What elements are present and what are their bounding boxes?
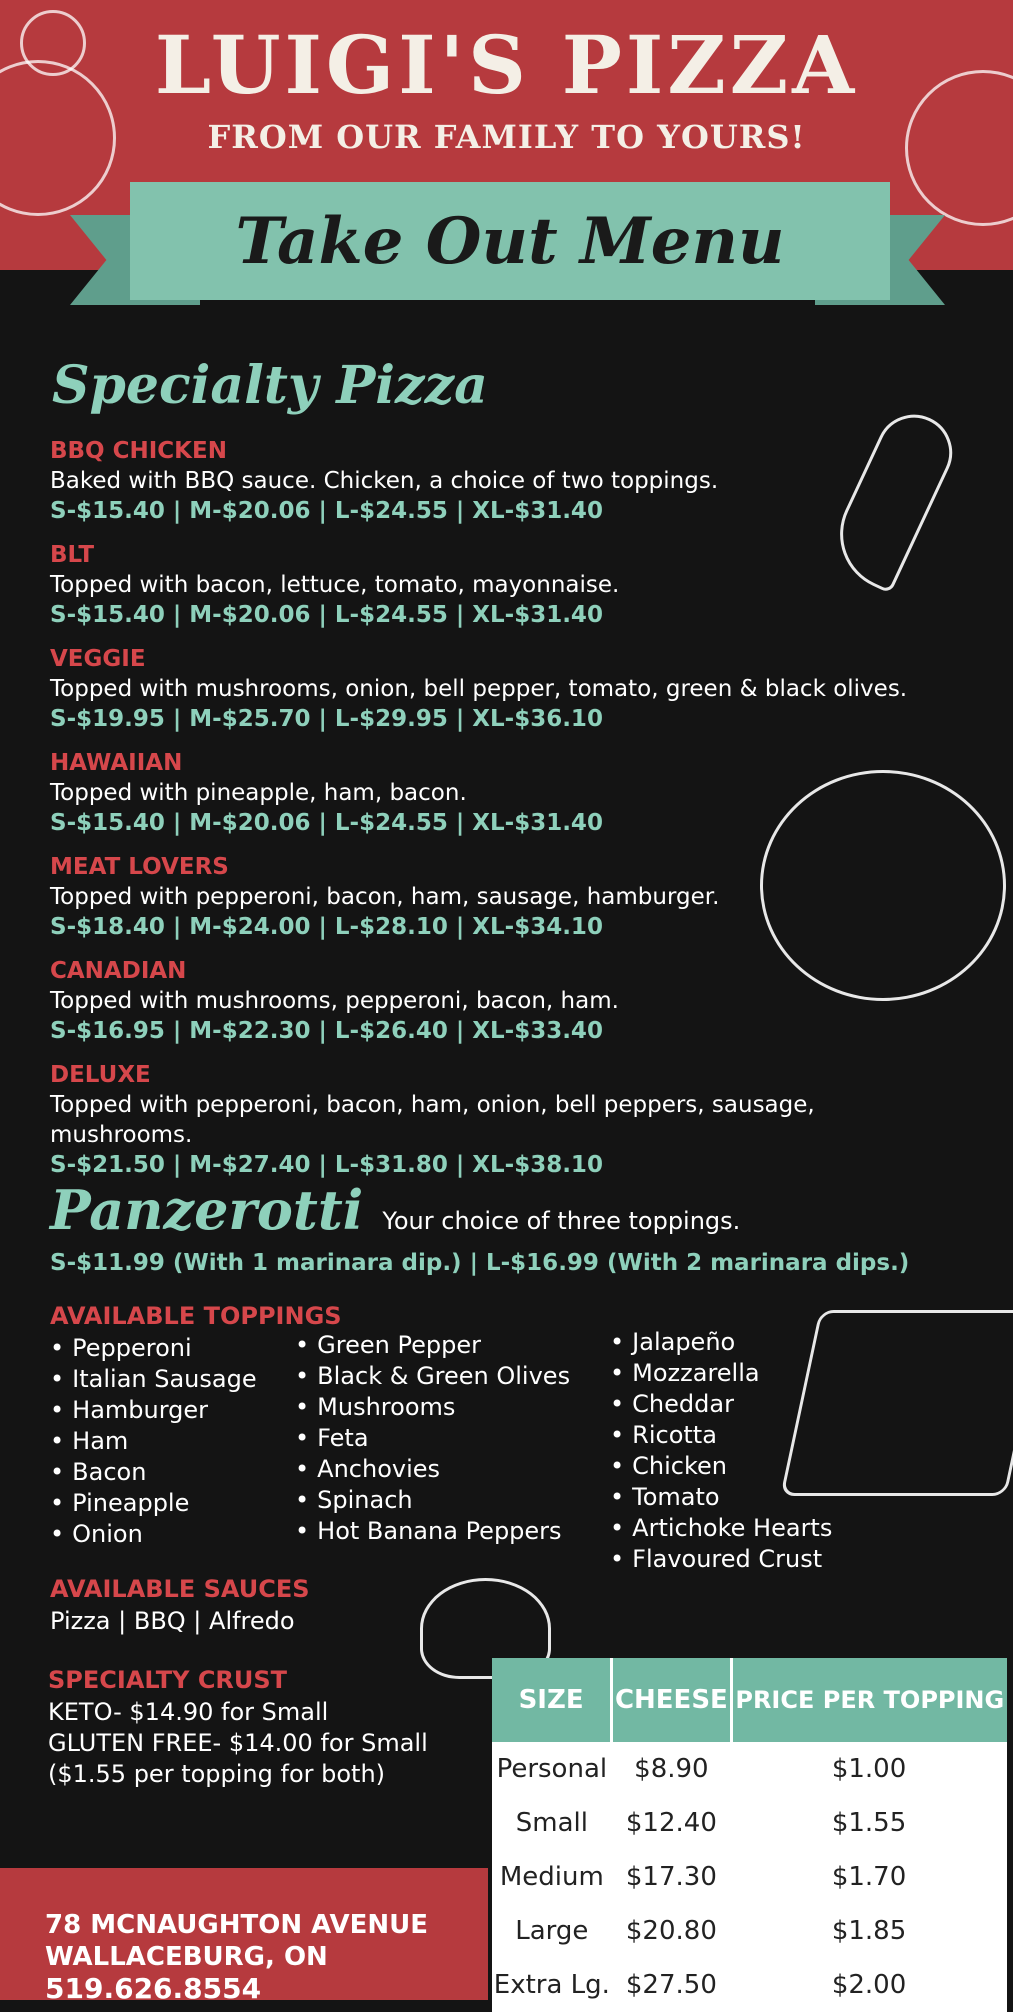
pizza-item (50, 1060, 950, 1178)
table-cell: $8.90 (634, 1754, 709, 1784)
topping-item: • Ricotta (610, 1420, 832, 1451)
topping-item: • Artichoke Hearts (610, 1513, 832, 1544)
table-row (492, 1958, 1007, 2012)
topping-item: • Chicken (610, 1451, 832, 1482)
table-row (492, 1742, 1007, 1796)
table-cell: $27.50 (625, 1970, 717, 2000)
table-cell: $1.00 (831, 1754, 907, 1784)
topping-item: • Mushrooms (295, 1392, 570, 1423)
pizza-name: BLT (50, 542, 95, 568)
pizza-prices: S-$18.40 | M-$24.00 | L-$28.10 | XL-$34.10 (50, 914, 603, 940)
topping-item: • Ham (50, 1426, 257, 1457)
topping-item: • Flavoured Crust (610, 1544, 832, 1575)
address-footer (0, 1868, 488, 2005)
column-header-price-per-topping: PRICE PER TOPPING (731, 1658, 1007, 1742)
topping-item: • Pineapple (50, 1488, 257, 1519)
toppings-heading: AVAILABLE TOPPINGS (50, 1302, 342, 1330)
table-header-row (492, 1658, 1007, 1742)
pizza-name: VEGGIE (50, 646, 146, 672)
topping-item: • Bacon (50, 1457, 257, 1488)
crust-line: KETO- $14.90 for Small (48, 1698, 329, 1726)
topping-item: • Onion (50, 1519, 257, 1550)
pizza-item (50, 436, 950, 540)
topping-item: • Jalapeño (610, 1327, 832, 1358)
pizza-description: Topped with mushrooms, pepperoni, bacon, ham. (50, 988, 619, 1014)
pizza-item (50, 540, 950, 644)
pizza-description: Topped with mushrooms, onion, bell pepper, tomato, green & black olives. (50, 676, 908, 702)
pizza-prices: S-$21.50 | M-$27.40 | L-$31.80 | XL-$38.10 (50, 1152, 603, 1178)
table-cell: $20.80 (625, 1916, 717, 1946)
table-cell: Personal (496, 1754, 608, 1784)
specialty-pizza-list (50, 436, 950, 1178)
table-cell: Extra Lg. (493, 1970, 610, 2000)
topping-item: • Hamburger (50, 1395, 257, 1426)
panzerotti-heading: Panzerotti (50, 1178, 364, 1242)
panzerotti-prices: S-$11.99 (With 1 marinara dip.) | L-$16.99 (With 2 marinara dips.) (50, 1250, 910, 1276)
address-line-2: WALLACEBURG, ON (45, 1942, 328, 1972)
table-row (492, 1904, 1007, 1958)
table-cell: $12.40 (625, 1808, 717, 1838)
pizza-item (50, 956, 950, 1060)
pizza-description: Baked with BBQ sauce. Chicken, a choice of two toppings. (50, 468, 719, 494)
table-cell: $1.55 (831, 1808, 907, 1838)
table-cell: $2.00 (831, 1970, 907, 2000)
column-header-size: SIZE (492, 1658, 612, 1742)
phone-number: 519.626.8554 (45, 1972, 262, 2005)
pizza-item (50, 852, 950, 956)
pizza-item (50, 748, 950, 852)
topping-item: • Black & Green Olives (295, 1361, 570, 1392)
crust-heading: SPECIALTY CRUST (48, 1666, 288, 1694)
toppings-column-3 (610, 1327, 832, 1575)
column-header-cheese: CHEESE (612, 1658, 731, 1742)
topping-item: • Hot Banana Peppers (295, 1516, 570, 1547)
toppings-column-1 (50, 1333, 257, 1550)
pizza-prices: S-$16.95 | M-$22.30 | L-$26.40 | XL-$33.40 (50, 1018, 603, 1044)
topping-item: • Tomato (610, 1482, 832, 1513)
topping-item: • Mozzarella (610, 1358, 832, 1389)
address-line-1: 78 MCNAUGHTON AVENUE (45, 1910, 429, 1940)
pizza-description: Topped with pepperoni, bacon, ham, sausage, hamburger. (50, 884, 720, 910)
banner-text: Take Out Menu (235, 203, 785, 279)
table-cell: $1.70 (831, 1862, 907, 1892)
build-your-own-price-table (492, 1658, 1007, 2012)
crust-line: ($1.55 per topping for both) (48, 1760, 386, 1788)
pizza-description: Topped with pepperoni, bacon, ham, onion, bell peppers, sausage, mushrooms. (50, 1092, 815, 1148)
tagline: FROM OUR FAMILY TO YOURS! (207, 118, 806, 156)
pizza-item (50, 644, 950, 748)
pizza-description: Topped with bacon, lettuce, tomato, mayonnaise. (50, 572, 620, 598)
table-cell: Medium (499, 1862, 604, 1892)
pizza-name: DELUXE (50, 1062, 151, 1088)
topping-item: • Pepperoni (50, 1333, 257, 1364)
crust-details (48, 1697, 428, 1790)
toppings-column-2 (295, 1330, 570, 1547)
panzerotti-note: Your choice of three toppings. (382, 1207, 741, 1235)
pizza-name: CANADIAN (50, 958, 187, 984)
specialty-pizza-heading: Specialty Pizza (52, 355, 488, 416)
table-cell: Large (515, 1916, 589, 1946)
topping-item: • Italian Sausage (50, 1364, 257, 1395)
pizza-description: Topped with pineapple, ham, bacon. (50, 780, 467, 806)
pizza-prices: S-$19.95 | M-$25.70 | L-$29.95 | XL-$36.10 (50, 706, 603, 732)
pizza-prices: S-$15.40 | M-$20.06 | L-$24.55 | XL-$31.40 (50, 498, 603, 524)
topping-item: • Spinach (295, 1485, 570, 1516)
pizza-name: BBQ CHICKEN (50, 438, 227, 464)
topping-item: • Anchovies (295, 1454, 570, 1485)
topping-item: • Green Pepper (295, 1330, 570, 1361)
pizza-prices: S-$15.40 | M-$20.06 | L-$24.55 | XL-$31.40 (50, 602, 603, 628)
table-row (492, 1850, 1007, 1904)
take-out-banner (130, 182, 890, 300)
sauces-heading: AVAILABLE SAUCES (50, 1575, 310, 1603)
topping-item: • Cheddar (610, 1389, 832, 1420)
table-cell: $17.30 (625, 1862, 717, 1892)
restaurant-name: LUIGI'S PIZZA (154, 18, 859, 112)
crust-line: GLUTEN FREE- $14.00 for Small (48, 1729, 428, 1757)
table-cell: $1.85 (831, 1916, 907, 1946)
pizza-name: HAWAIIAN (50, 750, 183, 776)
pizza-prices: S-$15.40 | M-$20.06 | L-$24.55 | XL-$31.40 (50, 810, 603, 836)
table-row (492, 1796, 1007, 1850)
topping-item: • Feta (295, 1423, 570, 1454)
sauces-list: Pizza | BBQ | Alfredo (50, 1607, 295, 1635)
table-cell: Small (515, 1808, 588, 1838)
panzerotti-section (50, 1178, 980, 1278)
pizza-name: MEAT LOVERS (50, 854, 229, 880)
